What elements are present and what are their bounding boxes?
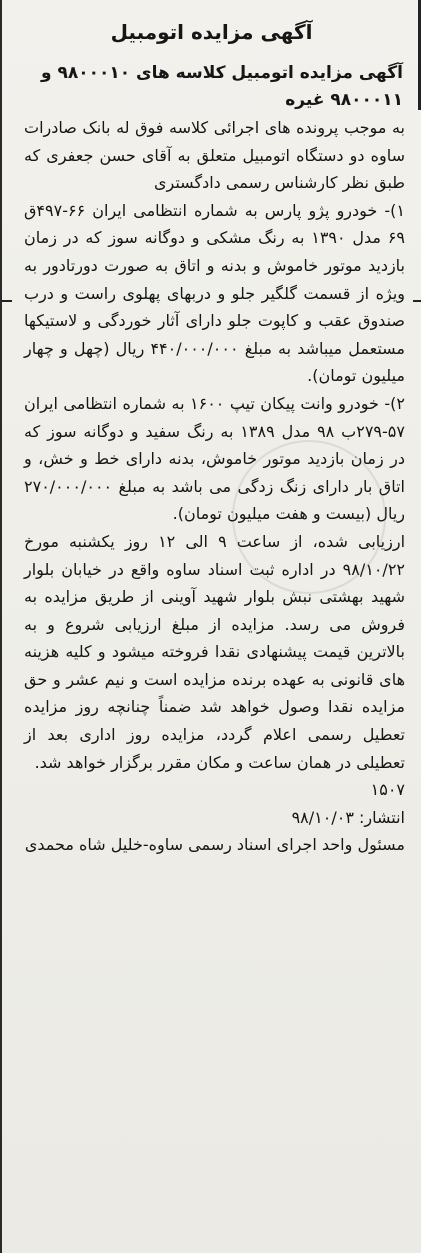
notice-code: ۱۵۰۷ — [370, 780, 405, 800]
publish-date: انتشار: ۹۸/۱۰/۰۳ — [291, 807, 405, 827]
vehicle-item-2: ۲)- خودرو وانت پیکان تیپ ۱۶۰۰ به شماره انتظامی ایران ۵۷-۲۷۹ب ۹۸ مدل ۱۳۸۹ به رنگ سفید و دوگانه سوز که در زمان بازدید موتور خاموش، بدنه دارای خط و خش، و اتاق بار دارای زنگ زدگی می باشد به مبلغ ۲۷۰/۰۰۰/۰۰۰ ریال (بیست و هفت میلیون تومان). — [24, 393, 405, 524]
column-tick — [2, 300, 12, 302]
auction-terms: ارزیابی شده، از ساعت ۹ الی ۱۲ روز یکشنبه مورخ ۹۸/۱۰/۲۲ در اداره ثبت اسناد ساوه واقع در خیابان بلوار شهید بهشتی نبش بلوار شهید آوینی از طریق مزایده به فروش می رسد. مزایده از مبلغ ارزیابی شروع و به بالاترین قیمت پیشنهادی نقدا فروخته میشود و کلیه هزینه های قانونی به عهده برنده مزایده است و نیم عشر و حق مزایده نقدا وصول خواهد شد ضمناً چنانچه روز مزایده تعطیل رسمی اعلام گردد، مزایده روز اداری بعد از تعطیلی در همان ساعت و مکان مقرر برگزار خواهد شد. — [24, 531, 406, 772]
column-tick — [413, 300, 421, 302]
vehicle-item-1: ۱)- خودرو پژو پارس به شماره انتظامی ایران ۶۶-۴۹۷ق ۶۹ مدل ۱۳۹۰ به رنگ مشکی و دوگانه سوز که در زمان بازدید موتور خاموش و بدنه و اتاق به صورت دورتادور به ویژه از قسمت گلگیر جلو و دربهای پهلوی راست و درب صندوق عقب و کاپوت جلو دارای آثار خوردگی و لاستیکها مستعمل میباشد به مبلغ ۴۴۰/۰۰۰/۰۰۰ ریال (چهل و چهار میلیون تومان). — [24, 200, 405, 386]
intro-paragraph: به موجب پرونده های اجرائی کلاسه فوق له بانک صادرات ساوه دو دستگاه اتومبیل متعلق به آقای حسن جعفری که طبق نظر کارشناس رسمی دادگستری — [24, 118, 405, 193]
responsible-official: مسئول واحد اجرای اسناد رسمی ساوه-خلیل شاه محمدی — [24, 835, 405, 855]
notice-body — [24, 114, 405, 859]
notice-subtitle: آگهی مزایده اتومبیل کلاسه های ۹۸۰۰۰۱۰ و ۹۸۰۰۰۱۱ غیره — [40, 63, 403, 110]
notice-title: آگهی مزایده اتومبیل — [110, 20, 313, 44]
